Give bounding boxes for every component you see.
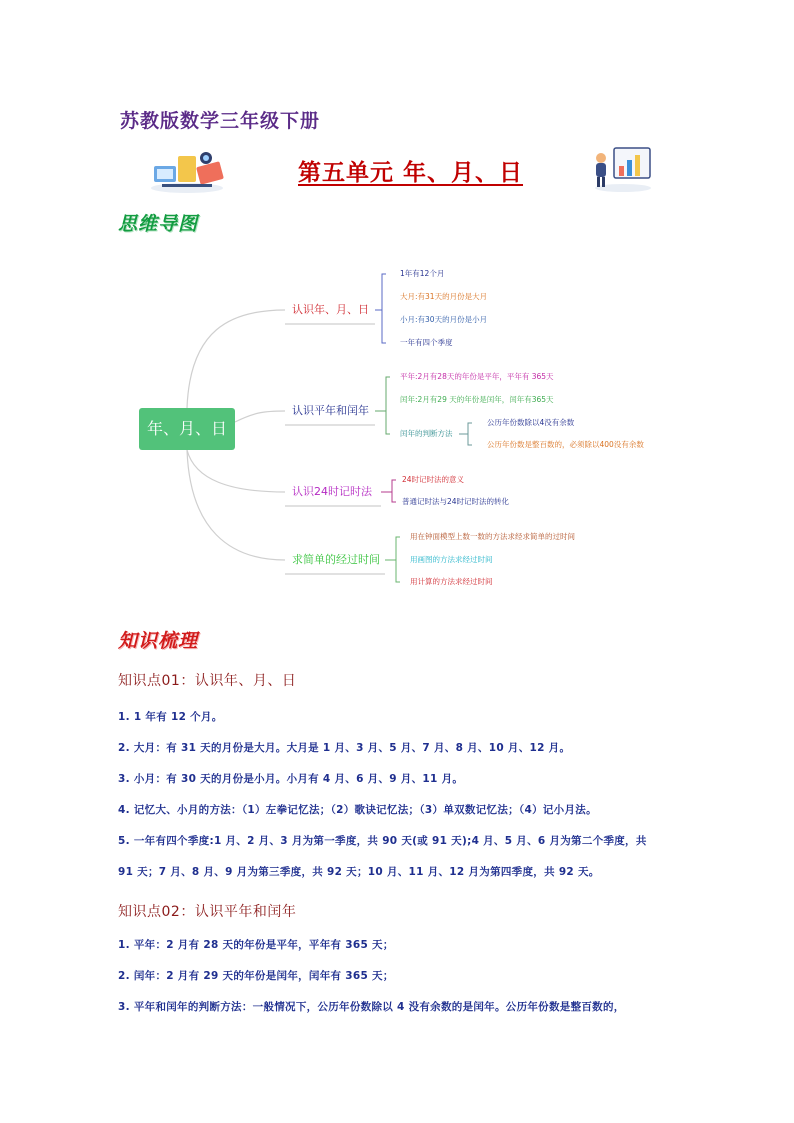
branch-recognize-year-month-day: 认识年、月、日 <box>292 303 369 316</box>
leaf-divisible-by-400: 公历年份数是整百数的，必须除以400没有余数 <box>487 440 644 449</box>
branch-elapsed-time: 求简单的经过时间 <box>292 553 380 566</box>
branch-common-leap-year: 认识平年和闰年 <box>292 404 369 417</box>
leaf-big-month: 大月:有31天的月份是大月 <box>400 292 488 301</box>
knowledge-point-2-title: 知识点02：认识平年和闰年 <box>118 904 297 920</box>
connector-branch-2 <box>235 411 285 422</box>
kp1-line-1: 1. 1 年有 12 个月。 <box>118 711 223 723</box>
kp1-line-5: 5. 一年有四个季度:1 月、2 月、3 月为第一季度，共 90 天(或 91 天);4 月、5 月、6 月为第二个季度，共 <box>118 835 647 847</box>
knowledge-point-1-title: 知识点01：认识年、月、日 <box>118 673 297 689</box>
kp1-line-6: 91 天；7 月、8 月、9 月为第三季度，共 92 天；10 月、11 月、12 月为第四季度，共 92 天。 <box>118 866 600 878</box>
mind-map-heading: 思维导图 <box>118 213 199 235</box>
leaf-leap-judge-method: 闰年的判断方法 <box>400 429 453 438</box>
leaf-common-year: 平年:2月有28天的年份是平年，平年有 365天 <box>400 372 554 381</box>
kp2-line-2: 2. 闰年：2 月有 29 天的年份是闰年，闰年有 365 天； <box>118 970 394 982</box>
unit-title: 第五单元 年、月、日 <box>298 160 524 186</box>
leaf-12-months: 1年有12个月 <box>400 269 445 278</box>
kp1-line-4: 4. 记忆大、小月的方法：（1）左拳记忆法；（2）歌诀记忆法；（3）单双数记忆法；（4）记小月法。 <box>118 804 597 816</box>
connector-branch-4 <box>187 450 285 560</box>
leaf-calculation-method: 用计算的方法求经过时间 <box>410 577 493 586</box>
leaf-24h-conversion: 普通记时法与24时记时法的转化 <box>402 497 510 506</box>
kp1-line-2: 2. 大月：有 31 天的月份是大月。大月是 1 月、3 月、5 月、7 月、8 月、10 月、12 月。 <box>118 742 571 754</box>
kp2-line-3: 3. 平年和闰年的判断方法：一般情况下，公历年份数除以 4 没有余数的是闰年。公历年份数是整百数的， <box>118 1001 625 1013</box>
leaf-drawing-method: 用画图的方法求经过时间 <box>410 555 493 564</box>
leaf-four-quarters: 一年有四个季度 <box>400 338 453 347</box>
mind-map-root: 年、月、日 <box>139 408 235 450</box>
kp1-line-3: 3. 小月：有 30 天的月份是小月。小月有 4 月、6 月、9 月、11 月。 <box>118 773 464 785</box>
leaf-divisible-by-4: 公历年份数除以4没有余数 <box>487 418 575 427</box>
leaf-leap-year: 闰年:2月有29 天的年份是闰年，闰年有365天 <box>400 395 554 404</box>
knowledge-heading: 知识梳理 <box>118 630 199 652</box>
branch-24-hour-clock: 认识24时记时法 <box>292 485 372 498</box>
leaf-24h-meaning: 24时记时法的意义 <box>402 475 465 484</box>
connector-branch-3 <box>187 450 285 492</box>
leaf-small-month: 小月:有30天的月份是小月 <box>400 315 488 324</box>
kp2-line-1: 1. 平年：2 月有 28 天的年份是平年，平年有 365 天； <box>118 939 394 951</box>
document-title: 苏教版数学三年级下册 <box>120 110 321 132</box>
connector-branch-1 <box>187 310 285 408</box>
leaf-clock-counting: 用在钟面模型上数一数的方法求经求简单的过时间 <box>410 532 575 541</box>
